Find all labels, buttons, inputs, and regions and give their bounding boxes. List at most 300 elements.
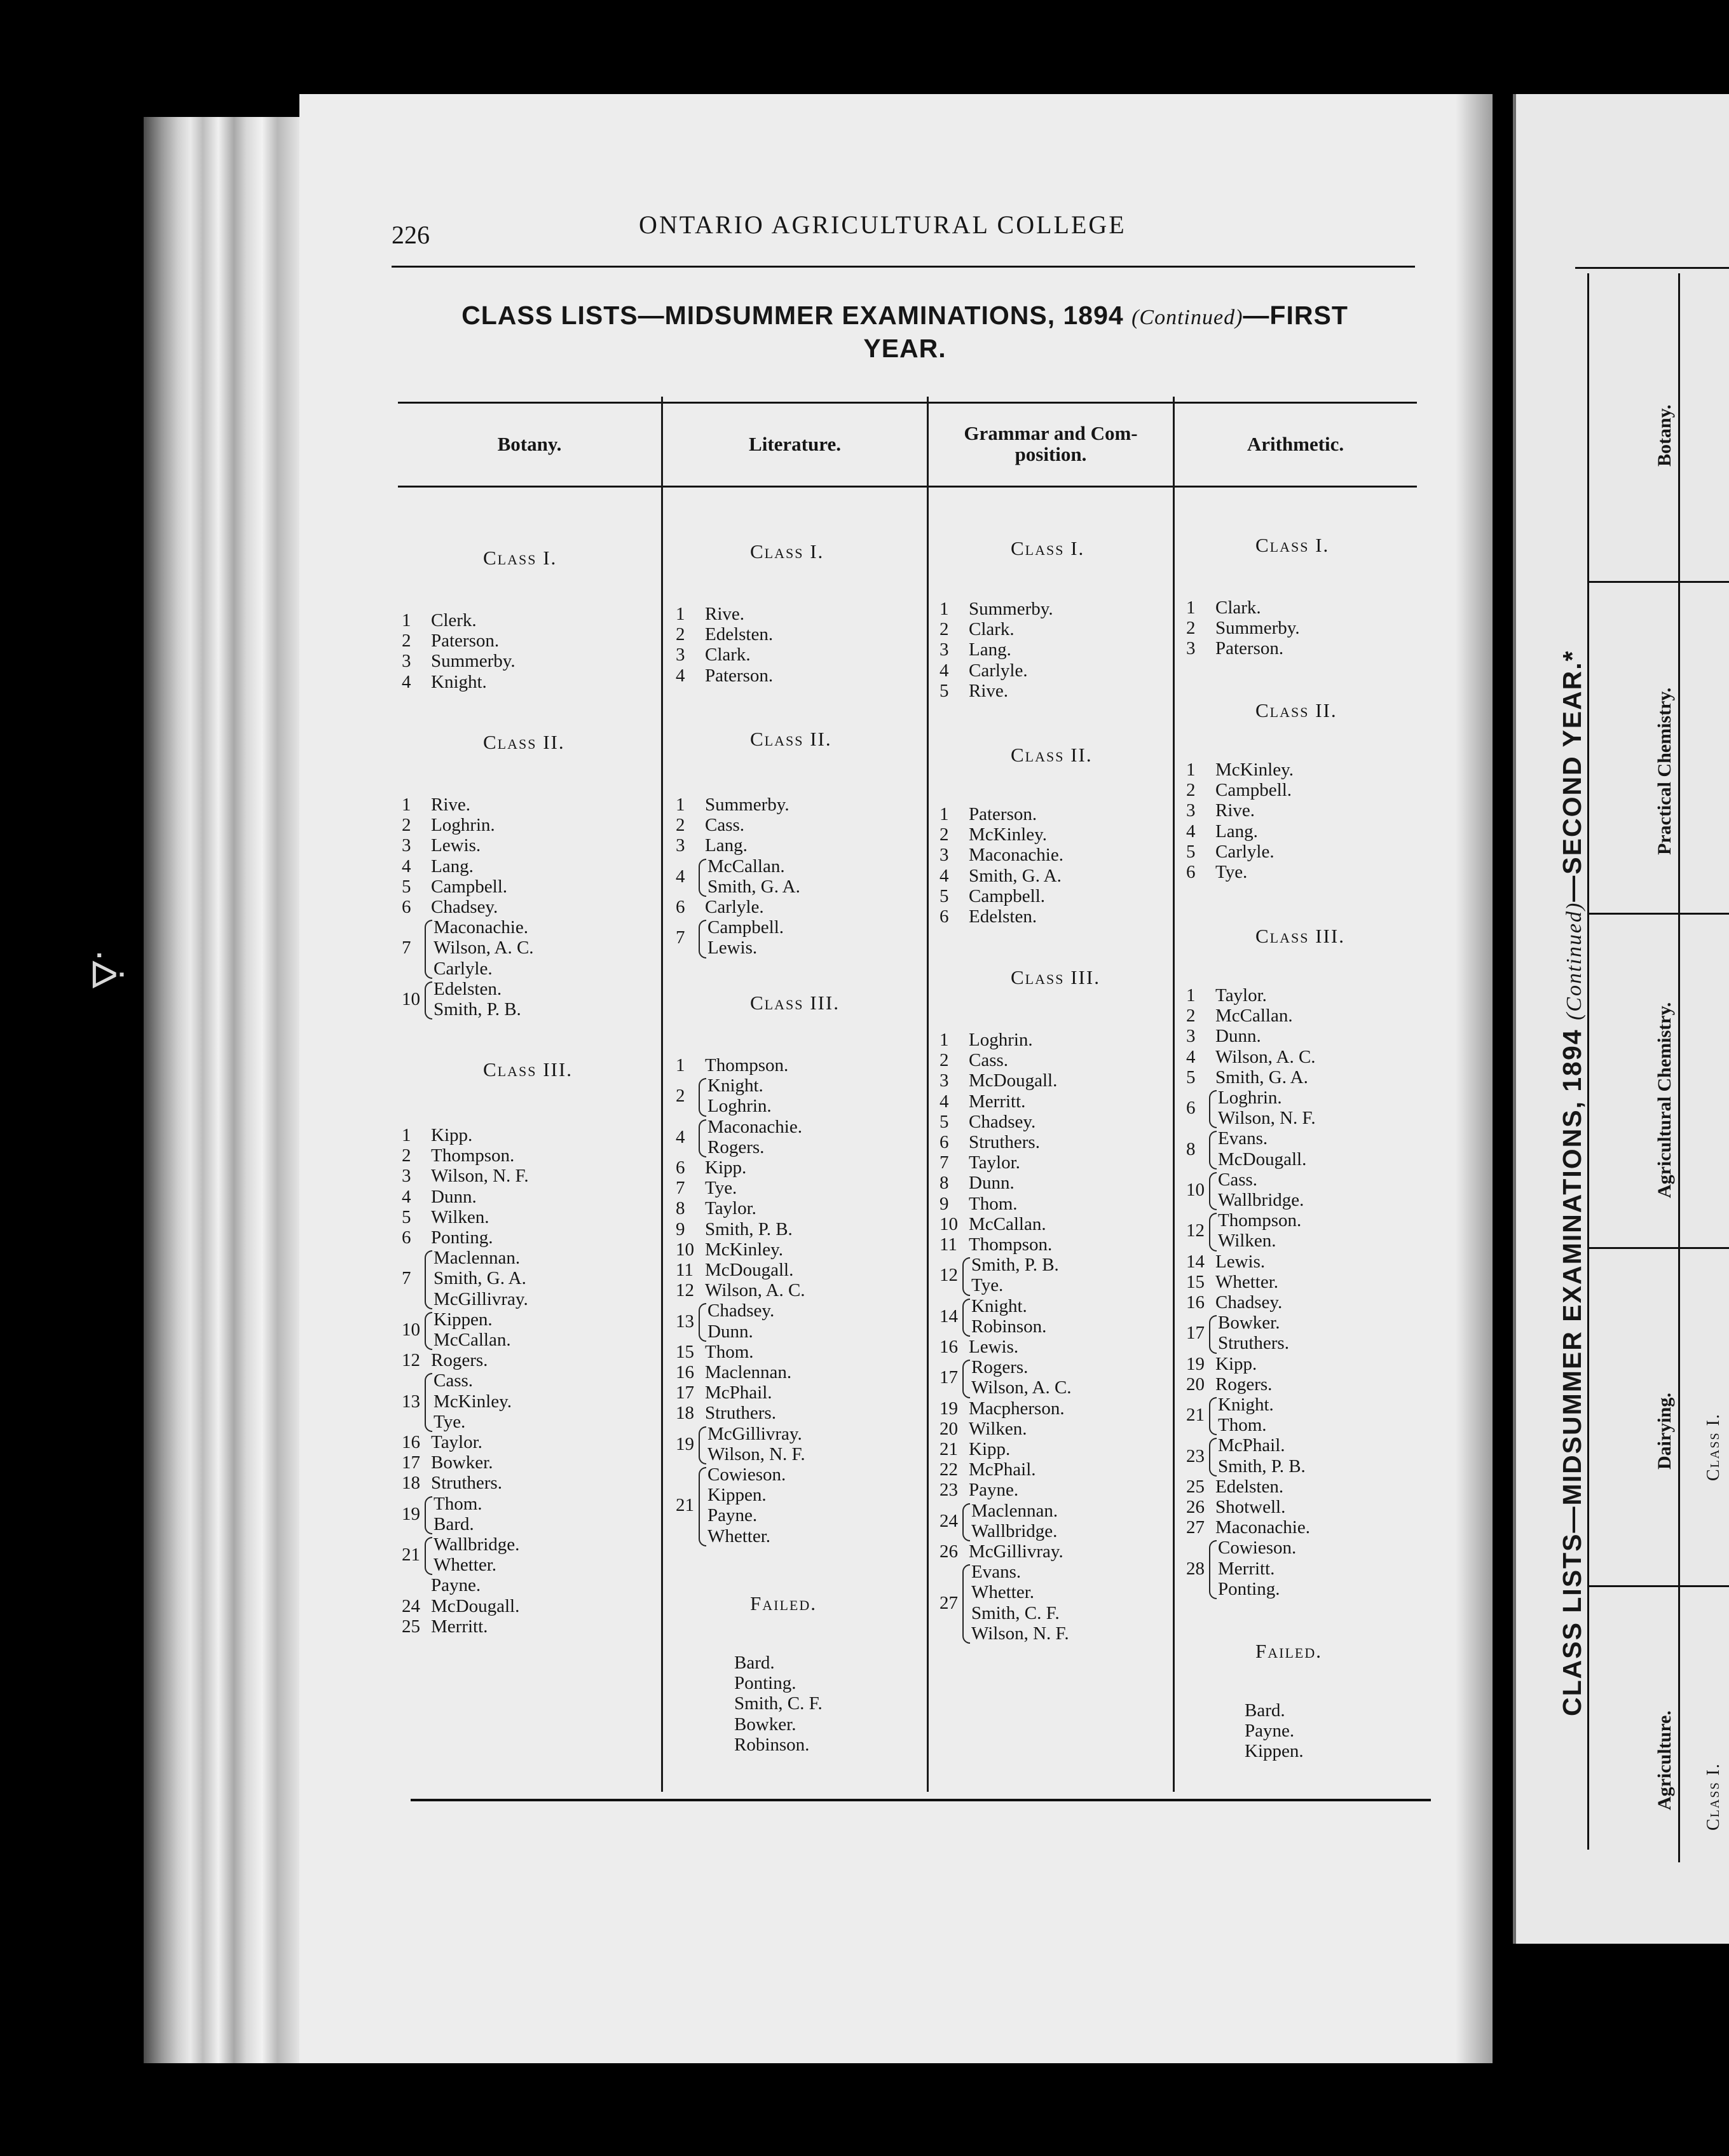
list-item xyxy=(1245,1721,1294,1741)
tie-brace xyxy=(425,1250,432,1309)
student-name: Smith, C. F. xyxy=(734,1693,823,1714)
student-name: Smith, P. B. xyxy=(434,999,521,1020)
list-item xyxy=(1218,1559,1275,1579)
rank-number: 1 xyxy=(676,1055,685,1075)
student-name: Payne. xyxy=(707,1505,758,1526)
rank-number: 6 xyxy=(402,1227,411,1248)
student-name: Chadsey. xyxy=(707,1300,775,1321)
rank-number: 5 xyxy=(1186,841,1196,862)
student-name: Campbell. xyxy=(969,885,1046,906)
rank-number: 17 xyxy=(1186,1323,1205,1344)
class-heading: Class I. xyxy=(483,547,557,569)
list-item xyxy=(734,1693,823,1714)
student-name: McKinley. xyxy=(969,824,1047,845)
list-item xyxy=(971,1296,1027,1316)
column-header: Literature. xyxy=(749,432,841,455)
list-item xyxy=(707,1075,763,1096)
list-item xyxy=(402,651,516,671)
tie-brace xyxy=(1209,1540,1217,1599)
student-name: McKinley. xyxy=(705,1239,783,1260)
list-item xyxy=(1186,1252,1265,1272)
rank-number: 2 xyxy=(402,631,411,652)
list-item xyxy=(940,1337,1018,1357)
list-item xyxy=(707,1485,767,1505)
tie-brace xyxy=(1209,1131,1217,1169)
list-item xyxy=(707,1526,770,1546)
student-name: Wilson, A. C. xyxy=(705,1280,805,1301)
list-item xyxy=(676,1280,805,1300)
gutter-shadow xyxy=(1456,94,1516,2063)
student-name: Knight. xyxy=(431,671,487,692)
list-item xyxy=(971,1275,1003,1295)
student-name: Campbell. xyxy=(1215,780,1292,801)
right-class-label: Class I. xyxy=(1704,1413,1723,1481)
list-item xyxy=(940,1214,1046,1234)
list-item xyxy=(402,835,481,856)
rank-number: 4 xyxy=(940,660,949,681)
student-name: Macpherson. xyxy=(969,1398,1065,1419)
rank-number: 1 xyxy=(402,1125,411,1145)
rank-number: 13 xyxy=(676,1311,694,1332)
rank-number: 1 xyxy=(676,604,685,624)
running-head: ONTARIO AGRICULTURAL COLLEGE xyxy=(639,210,1126,239)
student-name: Maconachie. xyxy=(1215,1517,1310,1538)
list-item xyxy=(402,1452,493,1473)
rank-number: 5 xyxy=(402,876,411,897)
rank-number: 2 xyxy=(940,824,949,845)
list-item xyxy=(1218,1088,1282,1108)
list-item xyxy=(940,845,1063,865)
class-heading: Failed. xyxy=(750,1592,817,1614)
tie-brace xyxy=(425,1537,432,1575)
student-name: Maclennan. xyxy=(434,1248,521,1269)
tie-brace xyxy=(699,859,706,897)
right-column-header: Agriculture. xyxy=(1654,1710,1675,1810)
rank-number: 19 xyxy=(1186,1353,1205,1374)
list-item xyxy=(402,1350,488,1370)
film-scratch: ᐕ xyxy=(89,955,128,997)
student-name: McPhail. xyxy=(1218,1435,1285,1456)
tie-brace xyxy=(962,1299,970,1337)
rank-number: 3 xyxy=(676,835,685,856)
student-name: Loghrin. xyxy=(431,815,495,836)
student-name: Robinson. xyxy=(971,1316,1047,1337)
student-name: Dunn. xyxy=(969,1173,1015,1194)
student-name: Ponting. xyxy=(734,1673,796,1694)
student-name: Kipp. xyxy=(969,1439,1011,1459)
rank-number: 27 xyxy=(940,1592,958,1613)
title-end: —FIRST xyxy=(1243,301,1348,330)
tie-brace xyxy=(425,1496,432,1534)
rank-number: 24 xyxy=(402,1595,420,1616)
student-name: Loghrin. xyxy=(1218,1088,1282,1108)
student-name: Smith, G. A. xyxy=(707,876,800,897)
rank-number: 12 xyxy=(940,1265,958,1286)
student-name: Thompson. xyxy=(705,1055,789,1075)
rank-number: 6 xyxy=(402,897,411,917)
rank-number: 13 xyxy=(402,1391,420,1412)
student-name: Paterson. xyxy=(431,631,500,652)
list-item xyxy=(940,1541,1063,1562)
list-item xyxy=(402,1432,482,1452)
tie-brace xyxy=(1209,1172,1217,1210)
list-item xyxy=(676,1219,793,1239)
tie-brace xyxy=(962,1564,970,1644)
list-item xyxy=(707,938,757,958)
student-name: Taylor. xyxy=(1215,985,1267,1006)
student-name: Knight. xyxy=(1218,1395,1274,1415)
student-name: Thom. xyxy=(1218,1415,1267,1436)
list-item xyxy=(940,906,1037,927)
list-item xyxy=(1186,597,1261,618)
student-name: Smith, P. B. xyxy=(1218,1456,1306,1477)
student-name: Wilson, A. C. xyxy=(434,938,534,959)
rank-number: 10 xyxy=(676,1239,694,1260)
rank-number: 1 xyxy=(940,599,949,619)
rank-number: 5 xyxy=(940,680,949,701)
student-name: McKinley. xyxy=(1215,760,1294,780)
rank-number: 4 xyxy=(402,856,411,877)
student-name: Wilson, N. F. xyxy=(431,1166,529,1187)
tie-brace xyxy=(425,1312,432,1350)
class-heading: Class III. xyxy=(1255,925,1345,947)
list-item xyxy=(1218,1128,1268,1149)
rank-number: 16 xyxy=(402,1432,420,1452)
list-item xyxy=(402,1207,489,1227)
list-item xyxy=(434,1370,473,1391)
rank-number: 11 xyxy=(676,1260,694,1280)
rank-number: 11 xyxy=(940,1234,957,1255)
rank-number: 2 xyxy=(676,624,685,645)
student-name: Tye. xyxy=(705,1178,737,1199)
student-name: Thom. xyxy=(434,1493,482,1514)
right-column-header: Agricultural Chemistry. xyxy=(1654,1002,1675,1198)
rank-number: 21 xyxy=(676,1495,694,1516)
list-item xyxy=(402,610,477,631)
student-name: Maconachie. xyxy=(707,1116,802,1137)
list-item xyxy=(434,1412,465,1432)
rank-number: 8 xyxy=(940,1173,949,1194)
student-name: Kippen. xyxy=(1245,1741,1304,1762)
student-name: Tye. xyxy=(434,1411,466,1432)
rank-number: 2 xyxy=(940,619,949,640)
tie-brace xyxy=(962,1257,970,1295)
tie-brace xyxy=(1209,1090,1217,1128)
rank-number: 3 xyxy=(1186,800,1196,821)
rank-number: 28 xyxy=(1186,1558,1205,1579)
list-item xyxy=(1218,1333,1289,1353)
student-name: Smith, P. B. xyxy=(971,1255,1059,1276)
student-name: Bowker. xyxy=(431,1452,493,1473)
list-item xyxy=(707,1321,753,1342)
student-name: Rive. xyxy=(969,680,1009,701)
right-column-header: Botany. xyxy=(1654,404,1675,467)
student-name: Struthers. xyxy=(969,1132,1040,1152)
student-name: Summerby. xyxy=(431,651,516,672)
rank-number: 5 xyxy=(402,1206,411,1227)
book-page-edges xyxy=(144,117,299,2063)
student-name: McGillivray. xyxy=(707,1423,802,1444)
student-name: Dunn. xyxy=(707,1321,753,1342)
right-page-top-rule xyxy=(1575,267,1729,269)
rank-number: 1 xyxy=(940,1030,949,1050)
tie-brace xyxy=(1209,1438,1217,1476)
list-item xyxy=(940,1459,1036,1480)
rank-number: 5 xyxy=(1186,1067,1196,1088)
student-name: Wilken. xyxy=(431,1206,489,1227)
list-item xyxy=(402,1187,477,1207)
list-item xyxy=(940,1439,1010,1459)
list-item xyxy=(676,1403,776,1423)
rank-number: 23 xyxy=(1186,1445,1205,1466)
list-item xyxy=(707,1424,802,1444)
rank-number: 6 xyxy=(940,906,949,927)
rank-number: 4 xyxy=(940,865,949,886)
rank-number: 4 xyxy=(676,665,685,686)
student-name: Paterson. xyxy=(705,665,774,686)
list-item xyxy=(402,1616,488,1637)
student-name: Clark. xyxy=(705,645,751,665)
list-item xyxy=(402,1575,481,1595)
page-number: 226 xyxy=(392,221,430,249)
list-item xyxy=(940,824,1047,845)
rank-number: 16 xyxy=(676,1362,694,1382)
list-item xyxy=(1245,1700,1285,1721)
list-item xyxy=(676,604,744,624)
list-item xyxy=(1218,1231,1276,1251)
student-name: Paterson. xyxy=(969,804,1037,824)
list-item xyxy=(434,917,528,938)
student-name: Cass. xyxy=(969,1050,1009,1071)
tie-brace xyxy=(699,1303,706,1341)
student-name: Taylor. xyxy=(969,1152,1020,1173)
student-name: Merritt. xyxy=(431,1616,488,1637)
student-name: Ponting. xyxy=(431,1227,493,1248)
student-name: Knight. xyxy=(971,1295,1027,1316)
list-item xyxy=(1218,1108,1316,1128)
student-name: Rive. xyxy=(1215,800,1255,821)
list-item xyxy=(707,877,800,897)
student-name: Campbell. xyxy=(707,917,784,938)
student-name: Thom. xyxy=(969,1193,1018,1214)
rank-number: 3 xyxy=(940,845,949,866)
rank-number: 7 xyxy=(402,1268,411,1289)
student-name: McGillivray. xyxy=(434,1288,528,1309)
list-item xyxy=(676,897,764,917)
student-name: Struthers. xyxy=(705,1403,776,1424)
rank-number: 20 xyxy=(940,1418,958,1439)
list-item xyxy=(971,1582,1034,1602)
student-name: Thom. xyxy=(705,1341,754,1362)
right-title-main: CLASS LISTS—MIDSUMMER EXAMINATIONS, 1894 xyxy=(1557,1028,1587,1716)
rank-number: 21 xyxy=(940,1439,958,1459)
list-item xyxy=(676,624,773,645)
student-name: Kippen. xyxy=(434,1309,493,1330)
student-name: Thompson. xyxy=(1218,1210,1302,1231)
tie-brace xyxy=(962,1360,970,1398)
student-name: Wallbridge. xyxy=(434,1534,520,1555)
student-name: Summerby. xyxy=(1215,618,1300,639)
tie-brace xyxy=(1209,1213,1217,1251)
list-item xyxy=(940,660,1028,681)
list-item xyxy=(734,1673,796,1693)
list-item xyxy=(707,1444,805,1464)
list-item xyxy=(1218,1313,1280,1333)
tie-brace xyxy=(699,1119,706,1157)
student-name: Maconachie. xyxy=(969,845,1063,866)
class-heading: Class III. xyxy=(750,992,840,1014)
student-name: Clerk. xyxy=(431,610,477,631)
rank-number: 6 xyxy=(940,1132,949,1152)
list-item xyxy=(940,1091,1025,1112)
student-name: Lewis. xyxy=(431,835,481,856)
rank-number: 3 xyxy=(940,1070,949,1091)
table-bottom-rule xyxy=(411,1799,1431,1801)
list-item xyxy=(1186,1477,1283,1497)
rank-number: 10 xyxy=(402,1319,420,1340)
rank-number: 4 xyxy=(940,1091,949,1112)
list-item xyxy=(1218,1210,1301,1231)
student-name: Lang. xyxy=(969,639,1011,660)
list-item xyxy=(707,1464,786,1485)
student-name: Chadsey. xyxy=(431,897,498,917)
rank-number: 3 xyxy=(402,835,411,856)
right-page xyxy=(1513,94,1729,1944)
student-name: McCallan. xyxy=(434,1330,511,1350)
list-item xyxy=(676,1178,737,1198)
student-name: Cowieson. xyxy=(1218,1538,1297,1559)
class-heading: Class II. xyxy=(1011,744,1093,766)
list-item xyxy=(1186,821,1258,842)
list-item xyxy=(434,959,493,979)
rank-number: 21 xyxy=(1186,1405,1205,1426)
student-name: Bard. xyxy=(434,1513,474,1534)
class-heading: Class III. xyxy=(1011,966,1100,988)
title-main: CLASS LISTS—MIDSUMMER EXAMINATIONS, 1894 xyxy=(461,301,1124,330)
student-name: Campbell. xyxy=(431,876,508,897)
rank-number: 8 xyxy=(1186,1138,1196,1159)
tie-brace xyxy=(425,1373,432,1432)
class-heading: Class I. xyxy=(1255,534,1330,556)
list-item xyxy=(940,619,1015,639)
right-page-hline xyxy=(1589,1585,1729,1587)
rank-number: 2 xyxy=(1186,618,1196,639)
student-name: Edelsten. xyxy=(705,624,774,645)
tie-brace xyxy=(425,920,432,979)
tie-brace xyxy=(699,920,706,958)
list-item xyxy=(707,1117,802,1137)
rank-number: 4 xyxy=(1186,1046,1196,1067)
list-item xyxy=(707,1137,764,1157)
student-name: Clark. xyxy=(969,619,1015,640)
rank-number: 6 xyxy=(1186,1098,1196,1119)
student-name: Loghrin. xyxy=(969,1030,1033,1050)
list-item xyxy=(940,886,1045,906)
student-name: McKinley. xyxy=(434,1391,512,1412)
student-name: Cass. xyxy=(705,815,745,836)
list-item xyxy=(434,938,534,958)
list-item xyxy=(707,1300,774,1321)
student-name: Rogers. xyxy=(1215,1374,1273,1395)
student-name: Merritt. xyxy=(969,1091,1026,1112)
list-item xyxy=(434,1289,528,1309)
student-name: Kipp. xyxy=(1215,1353,1257,1374)
rank-number: 16 xyxy=(940,1337,958,1357)
list-item xyxy=(940,1152,1020,1173)
student-name: McDougall. xyxy=(1218,1149,1307,1170)
student-name: Struthers. xyxy=(1218,1333,1289,1354)
list-item xyxy=(940,599,1053,619)
student-name: Payne. xyxy=(969,1480,1019,1501)
list-item xyxy=(676,815,744,835)
student-name: Kipp. xyxy=(705,1157,747,1178)
rank-number: 9 xyxy=(940,1193,949,1214)
list-item xyxy=(707,1096,772,1116)
student-name: Smith, C. F. xyxy=(971,1602,1060,1623)
student-name: Payne. xyxy=(1245,1721,1295,1742)
column-header: Arithmetic. xyxy=(1247,432,1344,455)
student-name: McGillivray. xyxy=(969,1541,1063,1562)
rank-number: 4 xyxy=(402,671,411,692)
list-item xyxy=(734,1735,809,1755)
student-name: Carlyle. xyxy=(434,958,493,979)
list-item xyxy=(1218,1149,1306,1170)
list-item xyxy=(434,1309,493,1330)
student-name: Edelsten. xyxy=(434,978,502,999)
list-item xyxy=(1186,1067,1308,1088)
student-name: Rogers. xyxy=(707,1136,765,1157)
student-name: McCallan. xyxy=(707,856,785,877)
list-item xyxy=(402,1227,493,1248)
list-item xyxy=(1218,1435,1285,1456)
list-item xyxy=(1218,1538,1296,1558)
rank-number: 15 xyxy=(676,1341,694,1362)
list-item xyxy=(1218,1456,1306,1477)
rank-number: 5 xyxy=(940,1111,949,1132)
rank-number: 25 xyxy=(402,1616,420,1637)
list-item xyxy=(676,1239,783,1260)
list-item xyxy=(940,681,1008,701)
rank-number: 15 xyxy=(1186,1271,1205,1292)
student-name: Dunn. xyxy=(431,1186,477,1207)
rank-number: 2 xyxy=(1186,780,1196,801)
rank-number: 5 xyxy=(940,885,949,906)
list-item xyxy=(434,1248,520,1268)
student-name: Maclennan. xyxy=(971,1500,1058,1521)
student-name: Wilken. xyxy=(1218,1231,1276,1252)
list-item xyxy=(402,856,474,877)
student-name: Maclennan. xyxy=(705,1362,792,1382)
rank-number: 3 xyxy=(1186,638,1196,659)
student-name: Rogers. xyxy=(971,1357,1029,1378)
student-name: Summerby. xyxy=(705,795,789,815)
rank-number: 19 xyxy=(676,1433,694,1454)
list-item xyxy=(402,672,487,692)
student-name: Carlyle. xyxy=(1215,841,1275,862)
rank-number: 7 xyxy=(402,938,411,959)
list-item xyxy=(1245,1741,1304,1761)
student-name: McDougall. xyxy=(705,1260,794,1280)
class-heading: Class I. xyxy=(1011,537,1085,559)
list-item xyxy=(1186,862,1247,882)
list-item xyxy=(402,897,498,917)
student-name: Whetter. xyxy=(1215,1271,1279,1292)
student-name: McPhail. xyxy=(705,1382,772,1403)
student-name: Whetter. xyxy=(434,1555,497,1576)
title-continued: (Continued) xyxy=(1131,306,1243,329)
list-item xyxy=(971,1357,1028,1377)
student-name: Clark. xyxy=(1215,597,1261,618)
